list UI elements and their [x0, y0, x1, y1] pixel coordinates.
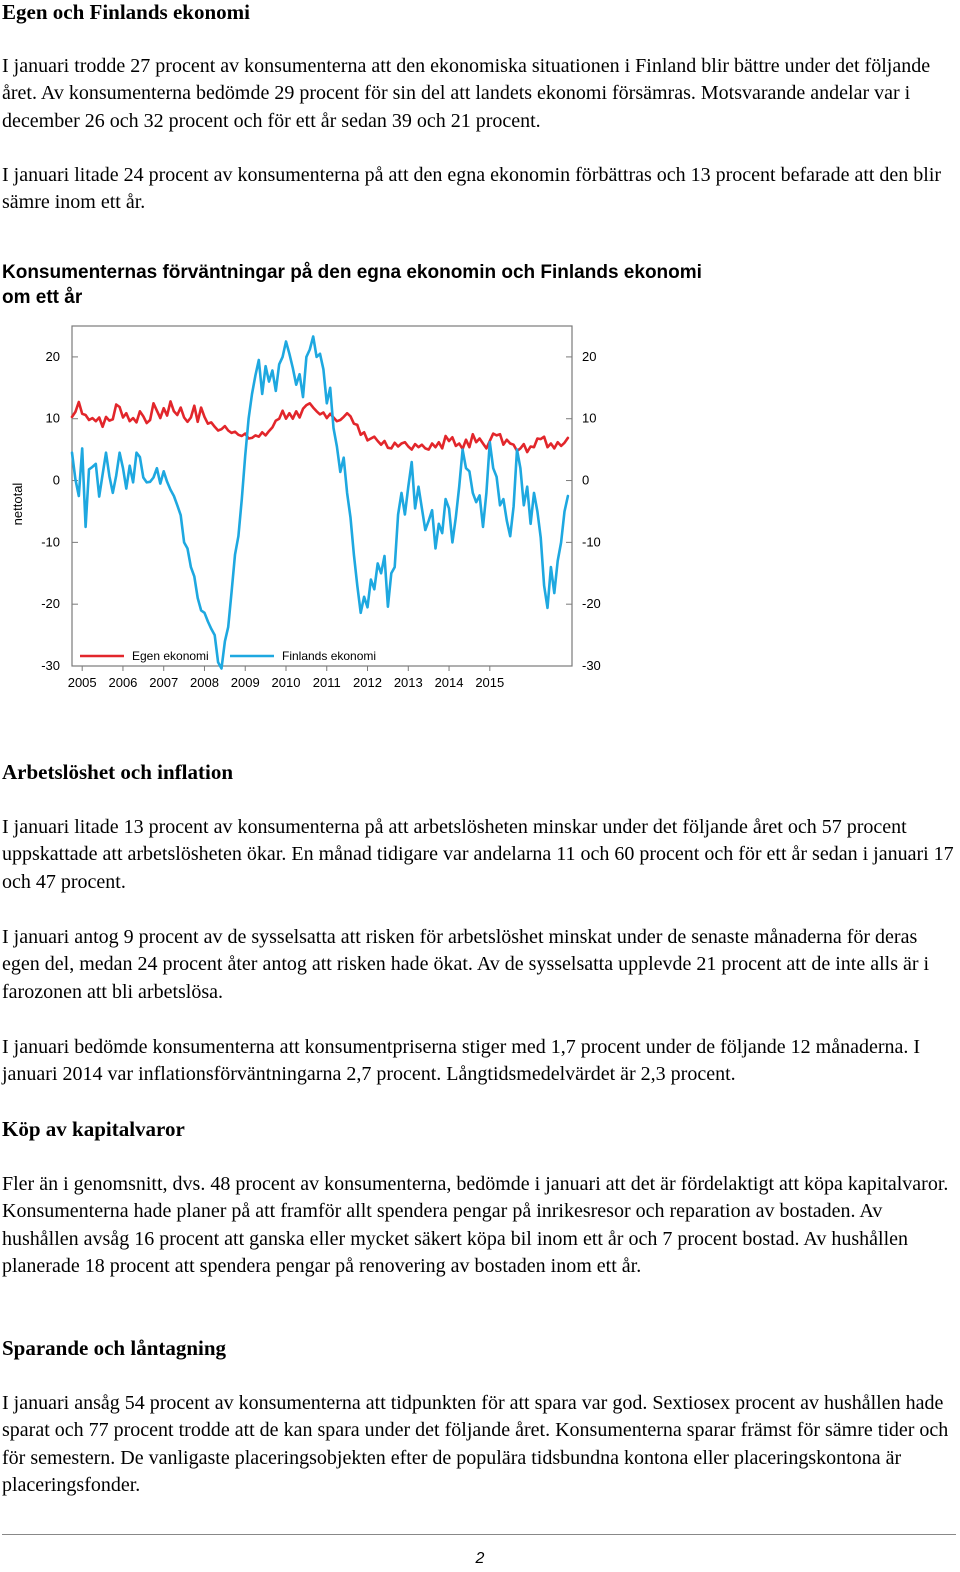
y-tick-label-right: 10 — [582, 410, 597, 426]
expectations-line-chart — [0, 318, 620, 698]
y-axis-label: nettotal — [10, 482, 25, 526]
x-tick-label: 2008 — [190, 675, 219, 690]
paragraph-saving-borrowing: I januari ansåg 54 procent av konsumenterna att tidpunkten för att spara var god. Sextiosex procent av hushållen hade sparat och 77 procent trodde att de kan spara under det följande året. Konsumenterna sparar främst för sämre tider och för semestern. De vanligaste placeringsobjekten efter de populära tidsbundna kontona eller placeringskontona är placeringsfonder. — [2, 1392, 949, 1497]
x-tick-label: 2015 — [475, 675, 505, 690]
heading-arbetsloshet-och-inflation: Arbetslöshet och inflation — [2, 760, 233, 784]
x-tick-label: 2010 — [271, 675, 301, 690]
plot-frame — [72, 326, 572, 666]
heading-sparande-och-lantagning: Sparande och låntagning — [2, 1336, 227, 1360]
heading-egen-och-finlands-ekonomi: Egen och Finlands ekonomi — [2, 0, 250, 24]
paragraph-capital-goods: Fler än i genomsnitt, dvs. 48 procent av konsumenterna, bedömde i januari att det är fördelaktigt att köpa kapitalvaror. Konsumenterna hade planer på att framför allt spendera pengar på inrikesresor och reparation av bostaden. Av hushållen avsåg 16 procent att ganska eller mycket säkert köpa bil inom ett år och 7 procent bostad. Av hushållen planerade 18 procent att spendera pengar på renovering av bostaden inom ett år. — [2, 1173, 949, 1278]
paragraph-unemployment-risk: I januari antog 9 procent av de sysselsatta att risken för arbetslöshet minskat under de senaste månaderna för deras egen del, medan 24 procent åter antog att risken hade ökat. Av de sysselsatta upplevde 21 procent att de inte alls är i farozonen att bli arbetslösa. — [2, 926, 930, 1003]
x-tick-label: 2006 — [108, 675, 138, 690]
legend-label: Finlands ekonomi — [282, 649, 377, 663]
y-tick-label-left: -30 — [41, 658, 60, 673]
y-tick-label-right: -10 — [582, 534, 601, 550]
x-tick-label: 2011 — [312, 675, 341, 690]
x-tick-label: 2009 — [230, 675, 260, 690]
x-tick-label: 2005 — [67, 675, 97, 690]
y-tick-label-right: -20 — [582, 596, 601, 612]
paragraph-inflation: I januari bedömde konsumenterna att konsumentpriserna stiger med 1,7 procent under de följande 12 månaderna. I januari 2014 var inflationsförväntningarna 2,7 procent. Långtidsmedelvärdet är 2,3 procent. — [2, 1036, 921, 1086]
y-tick-label-right: 0 — [582, 472, 590, 488]
x-tick-label: 2013 — [393, 675, 423, 690]
y-tick-label-right: -30 — [582, 658, 601, 673]
y-tick-label-right: 20 — [582, 348, 597, 364]
paragraph-finland-economy: I januari trodde 27 procent av konsumenterna att den ekonomiska situationen i Finland blir bättre under det följande året. Av konsumenterna bedömde 29 procent för sin del att landets ekonomi försämras. Motsvarande andelar var i december 26 och 32 procent och för ett år sedan 39 och 21 procent. — [2, 55, 931, 132]
y-tick-label-left: 10 — [45, 410, 60, 426]
y-tick-label-left: -10 — [41, 534, 60, 550]
x-tick-label: 2012 — [353, 675, 382, 690]
y-tick-label-left: 0 — [52, 472, 60, 488]
chart-title: Konsumenternas förväntningar på den egna ekonomin och Finlands ekonomi om ett år — [2, 262, 702, 308]
heading-kop-av-kapitalvaror: Köp av kapitalvaror — [2, 1117, 185, 1141]
x-tick-label: 2014 — [434, 675, 464, 690]
paragraph-unemployment-expectations: I januari litade 13 procent av konsumenterna på att arbetslösheten minskar under det följande året och 57 procent uppskattade att arbetslösheten ökar. En månad tidigare var andelarna 11 och 60 procent och för ett år sedan i januari 17 och 47 procent. — [2, 816, 954, 893]
legend-label: Egen ekonomi — [132, 649, 209, 663]
paragraph-own-economy: I januari litade 24 procent av konsumenterna på att den egna ekonomin förbättras och 13 procent befarade att den blir sämre inom ett år. — [2, 164, 942, 214]
footer-rule — [2, 1534, 956, 1535]
y-tick-label-left: -20 — [41, 596, 60, 612]
x-tick-label: 2007 — [149, 675, 179, 690]
y-tick-label-left: 20 — [45, 348, 60, 364]
page-number: 2 — [475, 1550, 485, 1567]
